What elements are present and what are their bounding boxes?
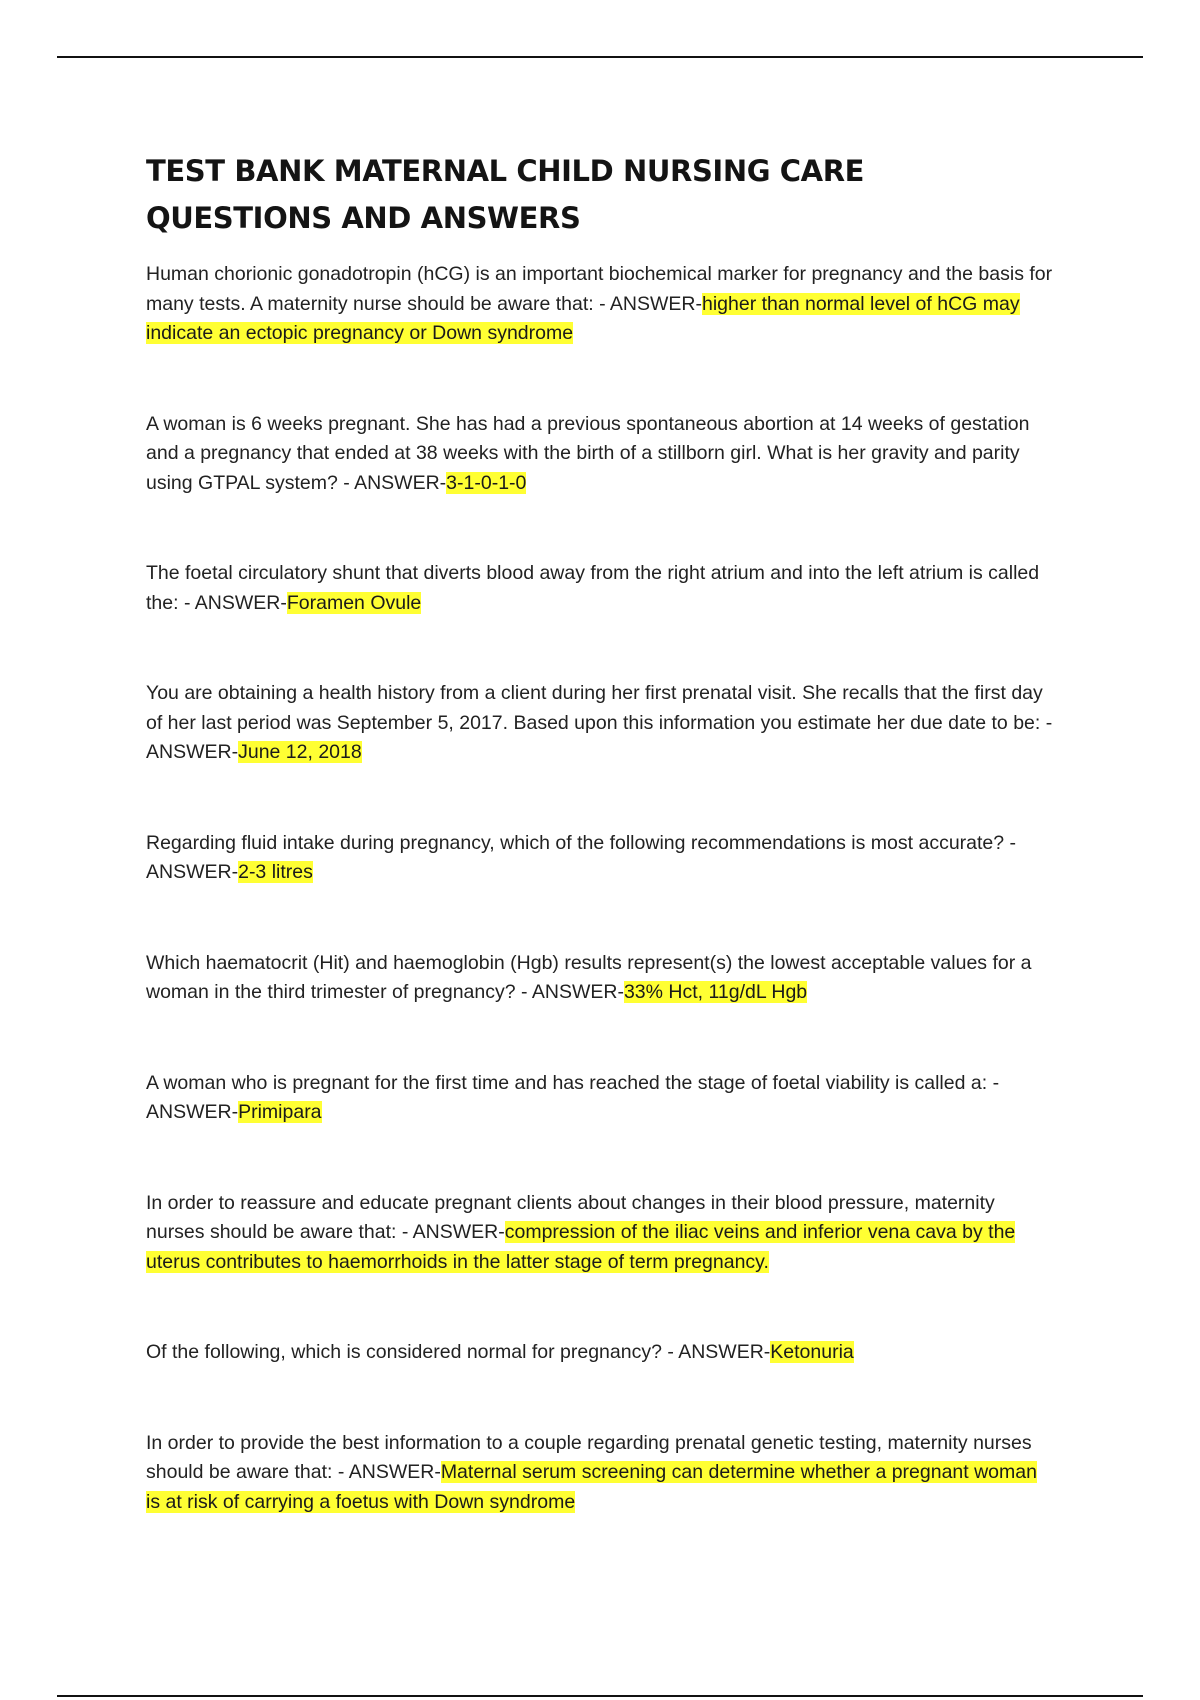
qa-item-10 bbox=[146, 1429, 1056, 1518]
answer-marker: - ANSWER- bbox=[667, 1341, 771, 1363]
question-text: In order to reassure and educate pregnant clients about changes in their blood pressure, maternity nurses should be aware that: bbox=[146, 1191, 995, 1243]
answer-marker: - ANSWER- bbox=[146, 711, 1053, 763]
question-text: In order to provide the best information to a couple regarding prenatal genetic testing, maternity nurses should be aware that: bbox=[146, 1431, 1032, 1483]
answer-highlight: Maternal serum screening can determine whether a pregnant woman is at risk of carrying a foetus with Down syndrome bbox=[146, 1461, 1037, 1513]
answer-highlight: 33% Hct, 11g/dL Hgb bbox=[623, 981, 808, 1003]
answer-highlight: 2-3 litres bbox=[238, 861, 313, 883]
qa-item-8 bbox=[146, 1189, 1056, 1278]
answer-highlight: higher than normal level of hCG may indicate an ectopic pregnancy or Down syndrome bbox=[146, 292, 1020, 344]
qa-item-4 bbox=[146, 679, 1056, 768]
answer-highlight: Foramen Ovule bbox=[286, 591, 422, 614]
answer-marker: - ANSWER- bbox=[183, 591, 287, 614]
qa-item-3 bbox=[146, 559, 1056, 618]
question-text: Which haematocrit (Hit) and haemoglobin (Hgb) results represent(s) the lowest acceptable values for a woman in the third trimester of pregnancy? bbox=[146, 951, 1032, 1003]
question-text: Human chorionic gonadotropin (hCG) is an important biochemical marker for pregnancy and the basis for many tests. A maternity nurse should be aware that: bbox=[146, 263, 1053, 315]
qa-item-2 bbox=[146, 410, 1056, 499]
question-text: A woman who is pregnant for the first time and has reached the stage of foetal viability is called a: bbox=[146, 1071, 988, 1094]
top-rule bbox=[57, 56, 1143, 58]
answer-highlight: Ketonuria bbox=[770, 1341, 854, 1363]
answer-highlight: Primipara bbox=[238, 1101, 322, 1123]
answer-highlight: compression of the iliac veins and inferior vena cava by the uterus contributes to haemorrhoids in the latter stage of term pregnancy. bbox=[146, 1221, 1016, 1273]
qa-item-6 bbox=[146, 949, 1056, 1008]
answer-marker: - ANSWER- bbox=[146, 1071, 1000, 1123]
question-text: Of the following, which is considered normal for pregnancy? bbox=[146, 1341, 662, 1363]
answer-marker: - ANSWER- bbox=[337, 1461, 441, 1483]
answer-highlight: June 12, 2018 bbox=[238, 741, 362, 763]
qa-item-9 bbox=[146, 1338, 1056, 1368]
document-title: TEST BANK MATERNAL CHILD NURSING CARE QUESTIONS AND ANSWERS bbox=[146, 154, 865, 235]
document-body bbox=[146, 148, 1056, 1517]
answer-marker: - ANSWER- bbox=[146, 831, 1017, 883]
qa-item-7 bbox=[146, 1069, 1056, 1128]
qa-item-1 bbox=[146, 260, 1056, 349]
question-text: The foetal circulatory shunt that diverts blood away from the right atrium and into the left atrium is called the: bbox=[146, 562, 1040, 614]
question-text: A woman is 6 weeks pregnant. She has had a previous spontaneous abortion at 14 weeks of gestation and a pregnancy that ended at 38 weeks with the birth of a stillborn girl. What is her gravity and parity using GTPAL system? bbox=[146, 412, 1030, 494]
question-text: Regarding fluid intake during pregnancy, which of the following recommendations is most accurate? bbox=[146, 831, 1005, 854]
answer-marker: - ANSWER- bbox=[521, 981, 624, 1003]
bottom-rule bbox=[57, 1695, 1143, 1697]
answer-marker: - ANSWER- bbox=[401, 1221, 505, 1243]
answer-marker: - ANSWER- bbox=[343, 471, 447, 494]
qa-item-5 bbox=[146, 829, 1056, 888]
answer-highlight: 3-1-0-1-0 bbox=[446, 471, 527, 494]
question-text: You are obtaining a health history from a client during her first prenatal visit. She recalls that the first day of her last period was September 5, 2017. Based upon this information you estimate her due date to be: bbox=[146, 682, 1043, 734]
answer-marker: - ANSWER- bbox=[599, 292, 702, 315]
